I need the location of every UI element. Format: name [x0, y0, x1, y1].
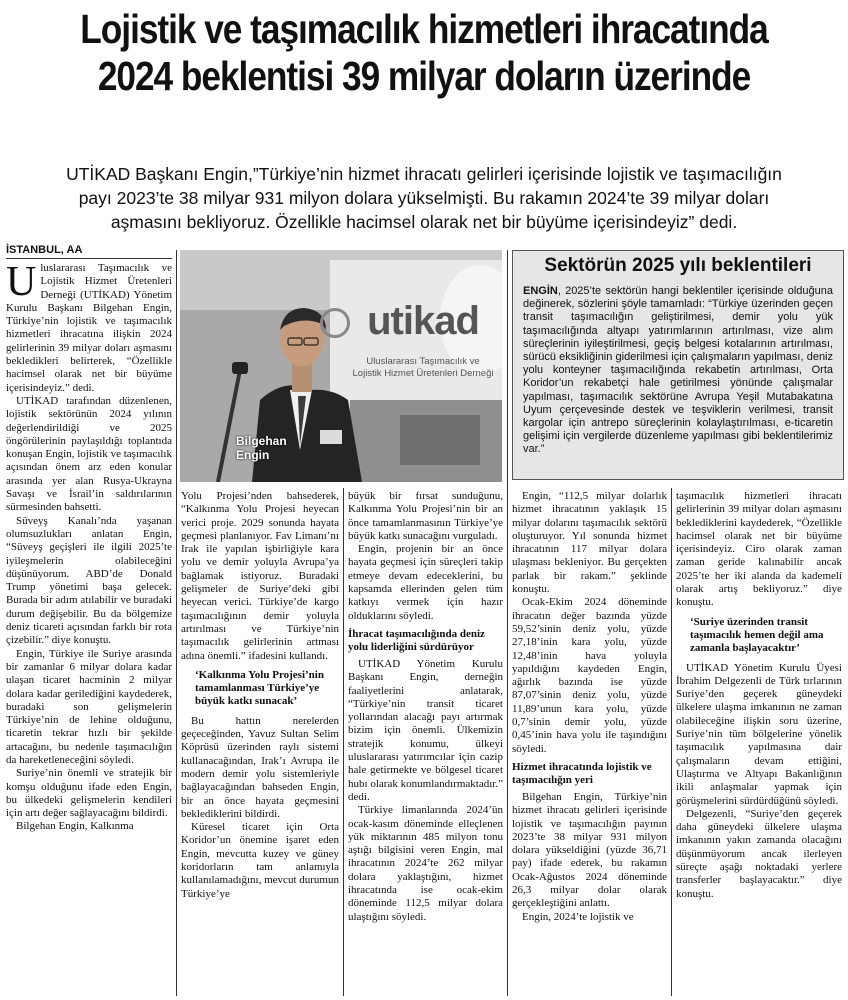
dateline-rule: [6, 258, 172, 259]
deck-line-2: payı 2023’te 38 milyar 931 milyon dolara yükselmişti. Bu rakamın 2024’te 39 milyar doları: [78, 188, 770, 208]
headline: [59, 6, 788, 100]
paragraph: Delgezenli, “Suriye’den geçerek daha güneydeki ülkelere ulaşma imkanının yakın zamanda olacağını düşünmüyorum ancak ilerleyen süreçte aşağı noktadaki yerlere transferler başlayacaktır.” diye konuştu.: [676, 807, 842, 900]
paragraph: Bilgehan Engin, Türkiye’nin hizmet ihracatı gelirleri içerisinde lojistik ve taşımacılığın payının 2023’te 38 milyar 931 milyon dolara yükseldiğini (yüzde 36,71 pay) ifade ederek, bu rakamın Ocak-Ağustos 2024 döneminde 26,3 milyar dolar olarak gerçekleştiğini anlattı.: [512, 790, 667, 910]
pull-quote: ‘Kalkınma Yolu Projesi’nin tamamlanması Türkiye’ye büyük katkı sunacak’: [195, 668, 324, 708]
paragraph: UTİKAD tarafından düzenlenen, lojistik sektörünün 2024 yılının değerlendirildiği ve 2025 öngörülerinin paylaşıldığı toplantıda konuşan Engin, lojistik ve taşımacılık açısından önem arz eden konular arasında yer alan Rusya-Ukrayna Savaşı ve İsrail’in saldırılarının sürmesinden bahsetti.: [6, 394, 172, 514]
column-rule: [343, 488, 344, 996]
article-column-4: [512, 490, 667, 996]
paragraph: Suriye’nin önemli ve stratejik bir komşu olduğunu ifade eden Engin, bu ülkedeki gelişmelerin kendileri için artı değer sağlayacağını bildirdi.: [6, 767, 172, 820]
drop-cap: U: [6, 262, 37, 305]
paragraph: Engin, 2024’te lojistik ve: [522, 910, 634, 923]
column-rule: [671, 488, 672, 996]
photo-bilgehan-engin: [180, 250, 502, 482]
paragraph: Türkiye limanlarında 2024’ün ocak-kasım döneminde elleçlenen yük miktarının 485 milyon tonu aştığı bilgisini veren Engin, mal ihracatının 2024’te 262 milyar dolara yaklaştığını, hizmet ihracatında ise ocak-ekim döneminde 112,5 milyar dolara ulaştığını söyledi.: [348, 804, 503, 923]
photo-caption: [236, 434, 287, 462]
paragraph: Engin, projenin bir an önce hayata geçmesi için süreçleri takip etmeye devam edeceklerini, bu kapsamda ellerinden gelen tüm katkıyı vermek için hazır olduklarını söyledi.: [348, 543, 503, 622]
expectations-box-lead: ENGİN: [523, 285, 558, 297]
utikad-logo-wordmark: utikad: [367, 299, 479, 343]
article-column-1: [6, 262, 172, 996]
dateline: İSTANBUL, AA: [6, 244, 83, 256]
utikad-logo-subtitle-2: Lojistik Hizmet Üretenleri Derneği: [352, 368, 494, 379]
column-rule: [507, 250, 508, 996]
paragraph: Ocak-Ekim 2024 döneminde ihracatın değer bazında yüzde 59,52’sinin deniz yolu, yüzde 27,18’inin kara yolu, yüzde 12,48’inin hava yoluyla yapıldığını kaydeden Engin, ağırlık bazında ise yüzde 87,07’sinin deniz yolu, yüzde 11,89’unun kara yolu, yüzde 0,7’sinin demir yolu, yüzde 0,45’inin hava yolu ile taşındığını söyledi.: [512, 596, 667, 755]
headline-line-1: Lojistik ve taşımacılık hizmetleri ihracatında: [80, 6, 768, 52]
paragraph: UTİKAD Yönetim Kurulu Üyesi İbrahim Delgezenli de Türk tırlarının Suriye’den geçerek güneydeki ülkelere ulaşma imkanının ne zaman olabileceğine ilişkin soru üzerine, Suriye’nin tüm bölgelerine yönelik taşımacılık yapılmasına dair çalışmaların devam ettiğini, Ulaştırma ve Altyapı Bakanlığının ikili anlaşmalar yapmak için görüşmelerini sürdürdüğünü söyledi.: [676, 661, 842, 807]
paragraph: UTİKAD Yönetim Kurulu Başkanı Engin, derneğin faaliyetlerini anlatarak, “Türkiye’nin transit ticaret yollarından alacağı payı artırmak bizim için önemli. Ülkemizin stratejik konumu, ülkeyi uluslararası yatırımcılar için cazip hale getirmekte ve bölgesel ticaret hubı olarak konumlandırmaktadır.” dedi.: [348, 657, 503, 803]
subheading: Hizmet ihracatında lojistik ve taşımacılığın yeri: [512, 760, 652, 786]
paragraph: büyük bir fırsat sunduğunu, Kalkınma Yolu Projesi’nin bir an önce tamamlanmasının Türkiye’ye büyük katkı sunacağını vurguladı.: [348, 490, 503, 542]
column-rule: [176, 250, 177, 996]
article-column-3: [348, 490, 503, 996]
paragraph: Bilgehan Engin, Kalkınma: [16, 820, 134, 833]
photo-caption-line-2: Engin: [236, 448, 270, 462]
article-column-5: [676, 490, 842, 996]
article-column-2: [181, 490, 339, 996]
paragraph: Engin, Türkiye ile Suriye arasında bir zamanlar 6 milyar dolara kadar ulaşan ticaret hacminin 2 milyar dolara kadar gerilediğini kaydederek, buradaki son gelişmelerin Türkiye’nin de lehine olduğunu, ticaretin tekrar hızlı bir şekilde artacağını, bu nedenle taşımacılığın da hareketleneceğini söyledi.: [6, 647, 172, 766]
expectations-box-body: , 2025’te sektörün hangi beklentiler içerisinde olduğuna değinerek, sözlerini şöyle tamamladı: “Türkiye üzerinden geçen transit taşımacılığın geliştirilmesi, demir yolu yük taşımacılığında altyapı yatırımlarının artırılması, vize alım süreçlerinin iyileştirilmesi, geçiş belgesi kotalarının artırılması, sürücü eksikliğinin giderilmesi için çalışmaların yapılması, deniz yolu konteyner taşımacılığında rekabetin artırılması, Orta Koridor’un rekabetçi hale getirilmesi yönünde çalışmalar yapılması, taşımacılık sektörüne Avrupa Yeşil Mutabakatına Uyum çerçevesinde destek ve teşviklerin verilmesi, transit kargolar için antrepo süreçlerinin kolaylaştırılması, e-ticaretin gelişimi için vergilerde düzenleme yapılması gibi beklentilerimiz var.”: [523, 285, 833, 456]
deck-line-3: aşmasını bekliyoruz. Özellikle hacimsel olarak net bir büyüme içerisindeyiz” dedi.: [110, 212, 738, 232]
subheading: İhracat taşımacılığında deniz yolu liderliğini sürdürüyor: [348, 627, 485, 653]
paragraph: Yolu Projesi’nden bahsederek, “Kalkınma Yolu Projesi heyecan verici proje. 2029 sonunda hayata geçmesi planlanıyor. Fav Limanı’nı Irak ile yapılan işbirliğiyle kara yolu ve demir yoluyla Avrupa’ya bağlamak istiyoruz. Buradaki gelişmeler de Suriye’deki gibi heyecan verici. Türkiye’de kargo taşımacılığının demir yoluyla artırılması ve Türkiye’nin taşımacılık gelirlerinin artması adına önemli.” ifadesini kullandı.: [181, 490, 339, 662]
deck: [6, 162, 842, 234]
paragraph: Bu hattın nerelerden geçeceğinden, Yavuz Sultan Selim Köprüsü üzerinden raylı sistemi kullanacağından, Irak’ı Avrupa ile modern demir yolu sistemleriyle bağlayacağından bahseden Engin, bir an önce hayata geçmesini beklediklerini bildirdi.: [181, 714, 339, 820]
deck-line-1: UTİKAD Başkanı Engin,”Türkiye’nin hizmet ihracatı gelirleri içerisinde lojistik ve taşımacılığın: [66, 164, 782, 184]
utikad-logo: [348, 300, 498, 380]
expectations-box-text: [523, 285, 833, 457]
paragraph: taşımacılık hizmetleri ihracatı gelirlerinin 39 milyar doları aşmasını beklediklerini kaydederek, “Özellikle hacimsel olarak net bir büyüme içerisindeyiz. Ciro olarak zaman zaman geride kalınabilir ancak 2025’te her iki alanda da kademeli olarak artış bekliyoruz.” diye konuştu.: [676, 490, 842, 609]
pull-quote: ‘Suriye üzerinden transit taşımacılık hemen değil ama zamanla başlayacaktır’: [690, 615, 824, 655]
utikad-logo-mark-icon: [320, 308, 350, 338]
photo-caption-line-1: Bilgehan: [236, 434, 287, 448]
paragraph: Süveyş Kanalı’nda yaşanan olumsuzlukları anlatan Engin, “Süveyş geçişleri ile ilgili 2025’te iyileşmelerin olabileceğini düşünüyorum. ABD’de Donald Trump yönetimi başa gelecek. Burada bir adım atılabilir ve buradaki durum değişebilir. Bu da bölgemize deniz ticareti açısından farklı bir rota çizebilir.” diye konuştu.: [6, 514, 172, 647]
expectations-box: [512, 250, 844, 480]
paragraph: Küresel ticaret için Orta Koridor’un önemine işaret eden Engin, mevcutta kuzey ve güney koridorların tam anlamıyla kullanılamadığını, mevcut durumun Türkiye’ye: [181, 821, 339, 900]
headline-line-2: 2024 beklentisi 39 milyar doların üzerinde: [97, 53, 751, 99]
paragraph: luslararası Taşımacılık ve Lojistik Hizmet Üretenleri Derneği (UTİKAD) Yönetim Kurulu Başkanı Bilgehan Engin, Türkiye’nin lojistik ve taşımacılık hizmetleri ihracatına ilişkin 2024 gelirlerinin 39 milyar doları aşmasını bekledikleri belirterek, “Özellikle hacimsel olarak net bir büyüme içerisindeyiz.” dedi.: [6, 262, 172, 394]
utikad-logo-subtitle-1: Uluslararası Taşımacılık ve: [366, 356, 480, 367]
paragraph: Engin, “112,5 milyar dolarlık hizmet ihracatının yaklaşık 15 milyar dolarını taşımacılık sektörü oluşturuyor. Yıl sonunda hizmet ihracatının 117 milyar dolara ulaşması bekleniyor. Bu gerçekten parlak bir rakam.” şeklinde konuştu.: [512, 490, 667, 596]
expectations-box-title: Sektörün 2025 yılı beklentileri: [544, 255, 812, 276]
